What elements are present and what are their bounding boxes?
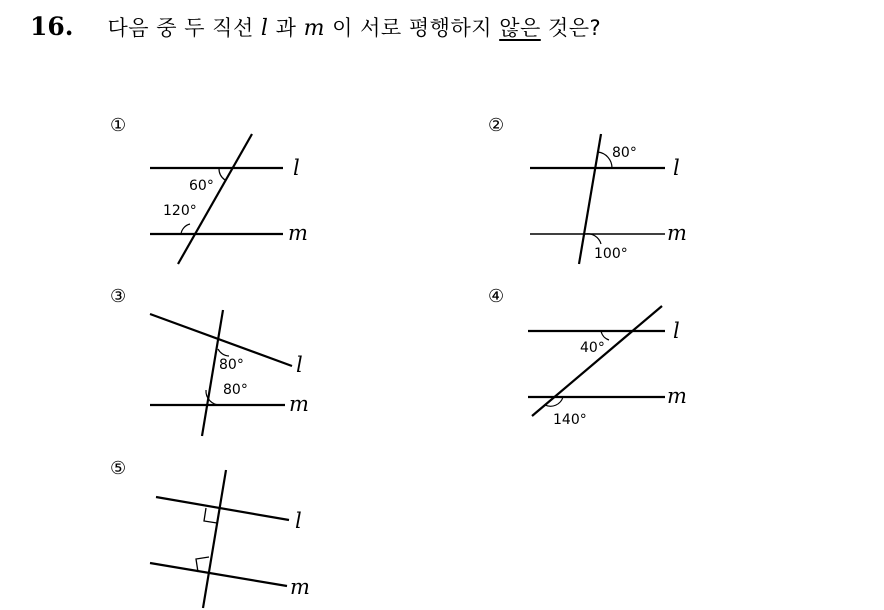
question-number: 16. [30,12,74,41]
question-text-before: 다음 중 두 직선 [107,16,261,40]
option-1-arc-a [219,168,225,180]
option-5-label: ⑤ [110,458,127,479]
option-3-figure [150,310,292,436]
option-4-line-l-label: l [673,319,680,343]
option-4-angle-b-label: 140° [553,412,587,428]
option-4-angle-a-label: 40° [580,340,605,356]
question-underlined-word: 않은 [499,16,541,40]
question-text-after: 것은? [540,16,602,40]
option-4-label: ④ [488,286,505,307]
option-4-transversal [532,306,662,416]
option-2-transversal [579,134,601,264]
option-5-right-angle-m [196,557,209,572]
option-2-angle-b-label: 100° [594,246,628,262]
question-var-l: l [260,16,269,41]
option-3-label: ③ [110,286,127,307]
option-3-angle-a-label: 80° [219,357,244,373]
option-5-figure [150,470,289,608]
option-5-right-angle-l [204,508,217,523]
option-5-line-l [156,497,289,520]
option-3-transversal [202,310,223,436]
question-text-mid: 이 서로 평행하지 [324,16,500,40]
option-3-line-l-label: l [296,353,303,377]
option-2-arc-a [598,152,612,168]
option-5-transversal [203,470,226,608]
option-2-arc-b [585,234,601,244]
question-text-and: 과 [268,16,304,40]
option-5-line-m [150,563,287,586]
option-3-arc-a [218,349,229,356]
option-5-line-l-label: l [295,509,302,533]
option-1-line-m-label: m [288,221,308,245]
option-5-line-m-label: m [290,575,310,599]
option-1-line-l-label: l [293,156,300,180]
option-1-label: ① [110,115,127,136]
option-3-angle-b-label: 80° [223,382,248,398]
option-3-line-m-label: m [289,392,309,416]
option-4-line-m-label: m [667,384,687,408]
option-2-label: ② [488,115,505,136]
option-4-figure [528,306,665,416]
option-1-transversal [178,134,252,264]
option-2-line-l-label: l [673,156,680,180]
option-4-arc-a [601,331,609,340]
option-1-angle-b-label: 120° [163,203,197,219]
option-2-figure [530,134,665,264]
question-var-m: m [303,16,325,41]
option-1-angle-a-label: 60° [189,178,214,194]
option-1-arc-b [181,224,190,234]
option-2-line-m-label: m [667,221,687,245]
option-2-angle-a-label: 80° [612,145,637,161]
option-1-figure [150,134,283,264]
